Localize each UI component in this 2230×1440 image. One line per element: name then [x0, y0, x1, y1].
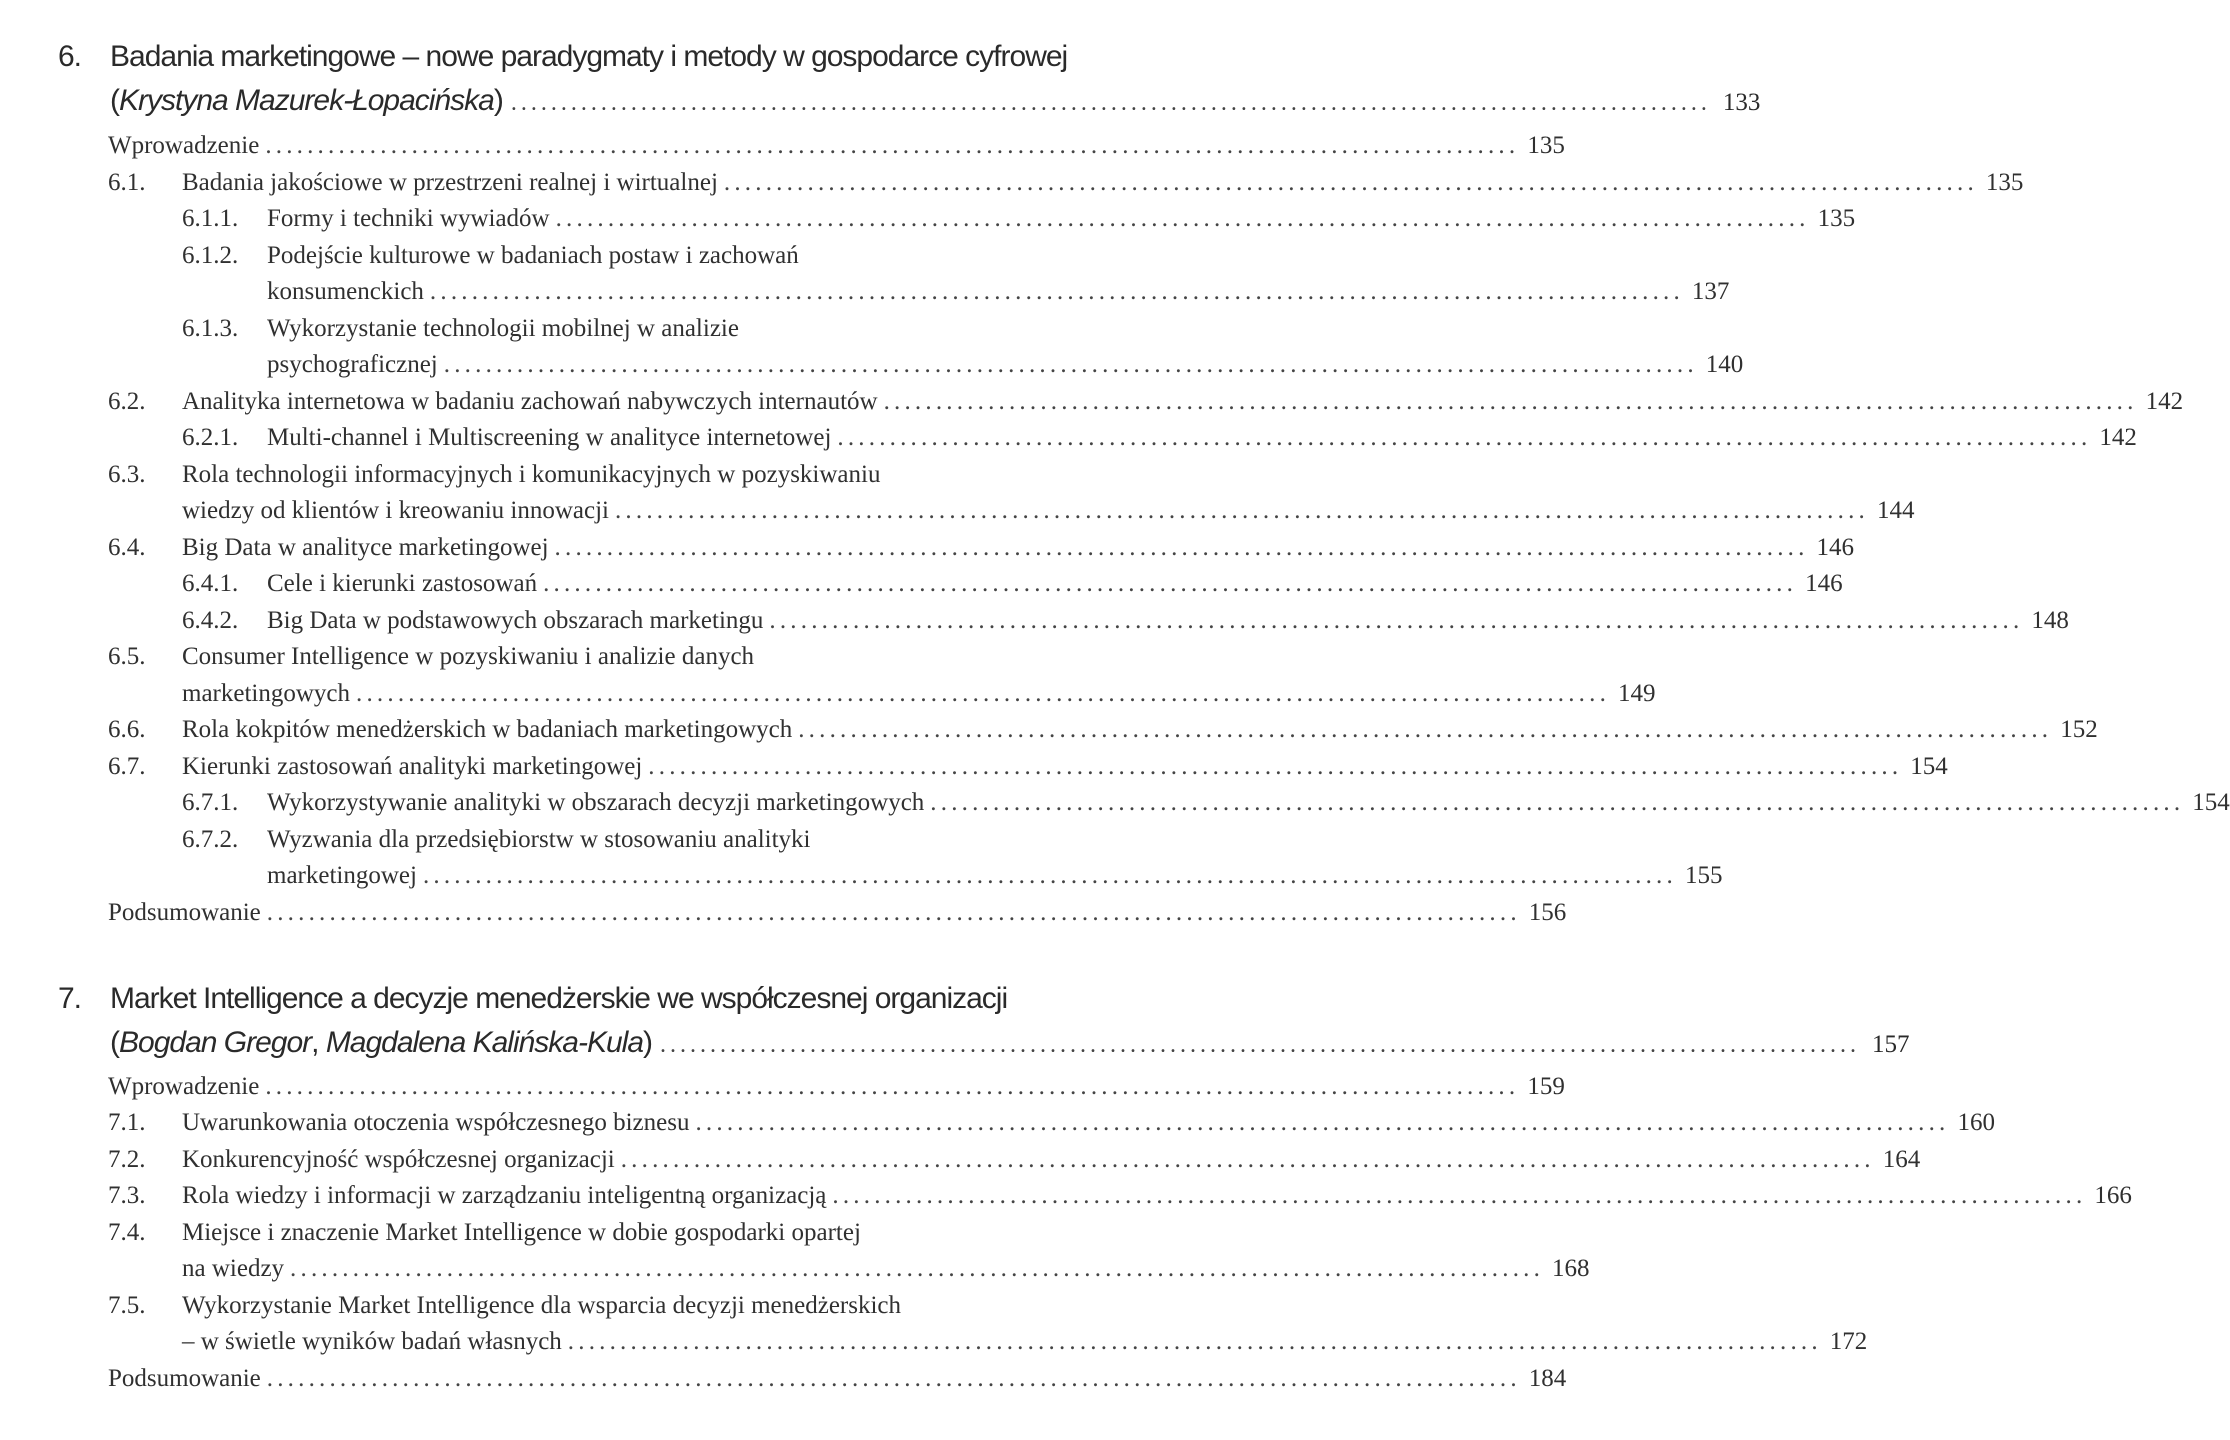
- dot-leader: ........................................................................................................................: [429, 278, 1684, 305]
- entry-title: Big Data w analityce marketingowej: [182, 533, 549, 561]
- entry-title: Cele i kierunki zastosowań: [267, 570, 538, 597]
- authors-open: (: [110, 84, 119, 117]
- entry-page: 159: [1527, 1072, 1565, 1100]
- entry-page: 144: [1876, 497, 1915, 524]
- entry-number: 6.7.: [108, 752, 146, 780]
- toc-entry[interactable]: [182, 603, 2069, 640]
- toc-entry[interactable]: [108, 128, 1565, 165]
- dot-leader: ........................................................................................................................: [265, 1072, 1520, 1100]
- chapter-page: 157: [1872, 1031, 1910, 1058]
- toc-entry[interactable]: [108, 1215, 1590, 1288]
- entry-page: 155: [1684, 862, 1723, 889]
- entry-title: Rola wiedzy i informacji w zarządzaniu inteligentną organizacją: [182, 1182, 827, 1209]
- toc-entry[interactable]: [108, 1105, 1995, 1142]
- toc-entry[interactable]: [182, 238, 1730, 311]
- entry-number: 6.2.: [108, 387, 146, 415]
- entry-page: 184: [1528, 1364, 1567, 1392]
- entry-number: 6.1.3.: [182, 314, 239, 342]
- entry-number: 6.3.: [108, 460, 146, 488]
- chapter-authors-line: [110, 79, 1761, 125]
- entry-number: 7.5.: [108, 1291, 146, 1319]
- entry-page: 166: [2094, 1182, 2132, 1209]
- dot-leader: ........................................................................................................................: [510, 90, 1711, 116]
- entry-number: 6.4.: [108, 533, 146, 561]
- toc-entry[interactable]: [182, 566, 1843, 603]
- toc-entry[interactable]: [108, 639, 1656, 712]
- entry-page: 146: [1816, 533, 1855, 561]
- entry-title: Wprowadzenie: [108, 1072, 260, 1100]
- entry-number: 7.1.: [108, 1109, 146, 1136]
- toc-entry[interactable]: [108, 749, 1948, 786]
- entry-title-line1: Wykorzystanie technologii mobilnej w analizie: [267, 314, 739, 342]
- chapter-heading: [58, 35, 1761, 123]
- entry-title-line1: Wyzwania dla przedsiębiorstw w stosowaniu analityki: [267, 825, 811, 853]
- entry-page: 146: [1805, 570, 1843, 597]
- entry-title: konsumenckich: [267, 278, 424, 305]
- authors-open: (: [110, 1026, 119, 1059]
- chapter-title: Badania marketingowe – nowe paradygmaty i metody w gospodarce cyfrowej: [110, 40, 1068, 73]
- dot-leader: ........................................................................................................................: [620, 1145, 1875, 1173]
- entry-number: 7.2.: [108, 1145, 146, 1173]
- dot-leader: ........................................................................................................................: [266, 898, 1521, 926]
- dot-leader: ........................................................................................................................: [555, 205, 1810, 232]
- toc-entry[interactable]: [182, 822, 1723, 895]
- entry-number: 6.1.: [108, 168, 146, 196]
- entry-number: 7.4.: [108, 1218, 146, 1246]
- entry-title: Kierunki zastosowań analityki marketingowej: [182, 752, 643, 780]
- authors-close: ): [643, 1026, 653, 1059]
- entry-title: Analityka internetowa w badaniu zachowań nabywczych internautów: [182, 387, 878, 415]
- entry-number: 6.4.2.: [182, 606, 239, 634]
- entry-number: 6.7.1.: [182, 789, 239, 816]
- dot-leader: ........................................................................................................................: [266, 1364, 1521, 1392]
- authors-close: ): [493, 84, 503, 117]
- entry-page: 152: [2060, 716, 2098, 743]
- dot-leader: ........................................................................................................................: [798, 716, 2053, 743]
- entry-title: Formy i techniki wywiadów: [267, 205, 550, 232]
- dot-leader: ........................................................................................................................: [567, 1328, 1822, 1355]
- entry-title: na wiedzy: [182, 1255, 285, 1282]
- entry-number: 6.1.1.: [182, 205, 239, 232]
- entry-page: 156: [1528, 898, 1567, 926]
- entry-title: psychograficznej: [267, 351, 438, 378]
- toc-entry[interactable]: [108, 895, 1567, 932]
- dot-leader: ........................................................................................................................: [723, 168, 1978, 196]
- toc-entry[interactable]: [182, 785, 2230, 822]
- entry-page: 137: [1691, 278, 1730, 305]
- toc-entry[interactable]: [108, 1069, 1565, 1106]
- entry-title: wiedzy od klientów i kreowaniu innowacji: [182, 497, 609, 524]
- toc-entry[interactable]: [108, 165, 2024, 202]
- toc-entry[interactable]: [108, 530, 1855, 567]
- dot-leader: ........................................................................................................................: [356, 679, 1611, 707]
- entry-title: – w świetle wyników badań własnych: [182, 1328, 562, 1355]
- toc-entry[interactable]: [108, 1361, 1567, 1398]
- entry-title: marketingowych: [182, 679, 351, 707]
- toc-entry[interactable]: [108, 1288, 1868, 1361]
- toc-entry[interactable]: [108, 384, 2184, 421]
- chapter-number: 7.: [58, 982, 82, 1015]
- entry-title: Rola kokpitów menedżerskich w badaniach marketingowych: [182, 716, 793, 743]
- toc-entry[interactable]: [182, 311, 1744, 384]
- chapter-page: 133: [1722, 89, 1761, 116]
- entry-title-line1: Podejście kulturowe w badaniach postaw i zachowań: [267, 241, 799, 269]
- dot-leader: ........................................................................................................................: [695, 1109, 1950, 1136]
- dot-leader: ........................................................................................................................: [648, 752, 1903, 780]
- entry-page: 172: [1829, 1328, 1868, 1355]
- entry-page: 148: [2031, 606, 2069, 634]
- entry-title: Wykorzystywanie analityki w obszarach decyzji marketingowych: [267, 789, 925, 816]
- entry-page: 142: [2145, 387, 2184, 415]
- dot-leader: ........................................................................................................................: [265, 132, 1520, 159]
- entry-number: 6.1.2.: [182, 241, 239, 269]
- dot-leader: ........................................................................................................................: [422, 862, 1677, 889]
- entry-number: 6.7.2.: [182, 825, 239, 853]
- entry-page: 140: [1705, 351, 1744, 378]
- entry-title: Konkurencyjność współczesnej organizacji: [182, 1145, 615, 1173]
- toc-entry[interactable]: [182, 420, 2137, 457]
- entry-title: Wprowadzenie: [108, 132, 260, 159]
- entry-number: 7.3.: [108, 1182, 146, 1209]
- entry-page: 168: [1552, 1255, 1590, 1282]
- chapter-authors-line: [110, 1021, 1910, 1067]
- dot-leader: ........................................................................................................................: [883, 387, 2138, 415]
- toc-entry[interactable]: [108, 457, 1915, 530]
- authors-separator: ,: [311, 1026, 326, 1059]
- dot-leader: ........................................................................................................................: [837, 424, 2092, 451]
- entry-page: 164: [1882, 1145, 1921, 1173]
- entry-page: 135: [1817, 205, 1856, 232]
- entry-page: 142: [2099, 424, 2137, 451]
- entry-title: Podsumowanie: [108, 898, 261, 926]
- entry-title-line1: Rola technologii informacyjnych i komunikacyjnych w pozyskiwaniu: [182, 460, 881, 488]
- dot-leader: ........................................................................................................................: [660, 1032, 1861, 1058]
- entry-number: 6.5.: [108, 643, 146, 670]
- toc-entry[interactable]: [108, 1142, 1921, 1179]
- dot-leader: ........................................................................................................................: [832, 1182, 2087, 1209]
- entry-page: 135: [1527, 132, 1565, 159]
- dot-leader: ........................................................................................................................: [554, 533, 1809, 561]
- chapter-heading: [58, 977, 1910, 1065]
- entry-number: 6.2.1.: [182, 424, 239, 451]
- toc-entry[interactable]: [108, 712, 2098, 749]
- toc-entry[interactable]: [182, 201, 1856, 238]
- chapter-author: Magdalena Kalińska-Kula: [325, 1026, 644, 1059]
- entry-title: Badania jakościowe w przestrzeni realnej i wirtualnej: [182, 168, 718, 196]
- entry-page: 160: [1957, 1109, 1995, 1136]
- entry-title: Podsumowanie: [108, 1364, 261, 1392]
- entry-title-line1: Wykorzystanie Market Intelligence dla wsparcia decyzji menedżerskich: [182, 1291, 902, 1319]
- entry-page: 135: [1985, 168, 2024, 196]
- entry-title-line1: Consumer Intelligence w pozyskiwaniu i analizie danych: [182, 643, 755, 670]
- entry-page: 154: [2192, 789, 2230, 816]
- dot-leader: ........................................................................................................................: [614, 497, 1869, 524]
- entry-title: Multi-channel i Multiscreening w analityce internetowej: [267, 424, 832, 451]
- entry-title: Big Data w podstawowych obszarach marketingu: [267, 606, 764, 634]
- entry-title: marketingowej: [267, 862, 417, 889]
- toc-entry[interactable]: [108, 1178, 2132, 1215]
- chapter-author: Bogdan Gregor: [119, 1026, 312, 1059]
- dot-leader: ........................................................................................................................: [290, 1255, 1545, 1282]
- entry-number: 6.4.1.: [182, 570, 239, 597]
- entry-number: 6.6.: [108, 716, 146, 743]
- dot-leader: ........................................................................................................................: [543, 570, 1798, 597]
- entry-page: 154: [1910, 752, 1948, 780]
- dot-leader: ........................................................................................................................: [930, 789, 2185, 816]
- entry-page: 149: [1618, 679, 1656, 707]
- chapter-title: Market Intelligence a decyzje menedżerskie we współczesnej organizacji: [110, 982, 1008, 1015]
- entry-title: Uwarunkowania otoczenia współczesnego biznesu: [182, 1109, 690, 1136]
- chapter-authors: Krystyna Mazurek-Łopacińska: [119, 84, 494, 117]
- dot-leader: ........................................................................................................................: [443, 351, 1698, 378]
- chapter-number: 6.: [58, 40, 82, 73]
- entry-title-line1: Miejsce i znaczenie Market Intelligence w dobie gospodarki opartej: [182, 1218, 861, 1246]
- dot-leader: ........................................................................................................................: [769, 606, 2024, 634]
